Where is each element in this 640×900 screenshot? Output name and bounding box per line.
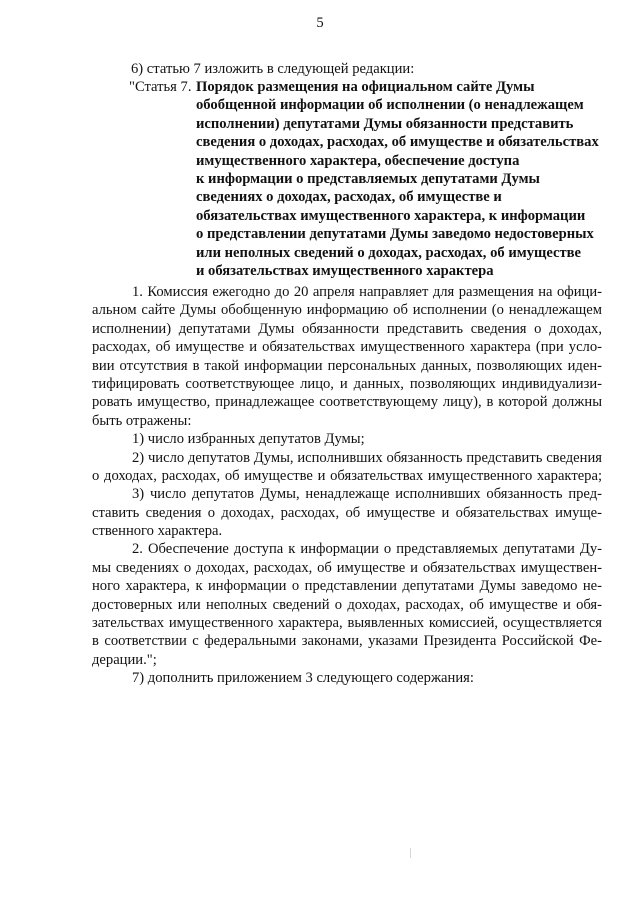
article-title-line: имущественного характера, обеспечение доступа [196,152,520,169]
body-line: быть отражены: [92,412,192,429]
body-line: ного характера, к информации о представлении депутатами Думы заведомо не- [92,578,602,595]
article-title-line: сведения о доходах, расходах, об имуществе и обязательствах [196,134,599,151]
page-number: 5 [316,15,324,31]
amendment-item: 7) дополнить приложением 3 следующего содержания: [132,670,474,687]
article-title-line: к информации о представляемых депутатами Думы [196,171,540,188]
article-body [92,283,602,688]
body-line: тифицировать соответствующее лицо, и данных, позволяющих индивидуализи- [92,375,602,392]
article-title-line: обобщенной информации об исполнении (о ненадлежащем [196,97,584,114]
body-line: дерации."; [92,651,157,668]
body-line: ственного характера. [92,523,223,540]
scan-mark [410,848,411,858]
article-title-line: о представлении депутатами Думы заведомо недостоверных [196,226,594,243]
list-item: 1) число избранных депутатов Думы; [132,431,365,448]
body-line: в соответствии с федеральными законами, указами Президента Российской Фе- [92,633,602,650]
body-line: 1. Комиссия ежегодно до 20 апреля направляет для размещения на офици- [132,284,602,300]
body-line: исполнении) депутатами Думы обязанности представить сведения о доходах, [92,320,602,337]
body-line: альном сайте Думы обобщенную информацию об исполнении (о ненадлежащем [92,302,602,319]
article-title-line: обязательствах имущественного характера, к информации [196,207,586,224]
article-title-line: Порядок размещения на официальном сайте Думы [196,79,535,95]
body-line: ставить сведения о доходах, расходах, об имуществе и обязательствах имуще- [92,504,602,521]
body-line: о доходах, расходах, об имуществе и обязательствах имущественного характера; [92,467,602,484]
body-line: мы сведениях о доходах, расходах, об имуществе и обязательствах имуществен- [92,559,602,576]
body-line: достоверных или неполных сведений о доходах, расходах, об имуществе и обя- [92,596,602,613]
body-line: вии отсутствия в такой информации персональных данных, позволяющих иден- [92,357,602,374]
body-line: расходах, об имуществе и обязательствах имущественного характера (при усло- [92,339,602,356]
article-title [196,78,606,280]
article-title-line: и обязательствах имущественного характера [196,263,494,280]
body-line: зательствах имущественного характера, выявленных комиссией, осуществляется [92,615,602,632]
article-title-line: или неполных сведений о доходах, расходах, об имуществе [196,244,581,261]
article-label: "Статья 7. [129,79,192,95]
amendment-intro: 6) статью 7 изложить в следующей редакции: [131,61,415,77]
article-title-line: исполнении) депутатами Думы обязанности представить [196,115,574,132]
body-line: ровать имущество, принадлежащее соответствующему лицу), в которой должны [92,394,602,411]
article-title-line: сведениях о доходах, расходах, об имуществе и [196,189,502,206]
list-item: 2) число депутатов Думы, исполнивших обязанность представить сведения [132,449,602,466]
body-line: 2. Обеспечение доступа к информации о представляемых депутатами Ду- [132,541,602,558]
list-item: 3) число депутатов Думы, ненадлежаще исполнивших обязанность пред- [132,486,602,503]
